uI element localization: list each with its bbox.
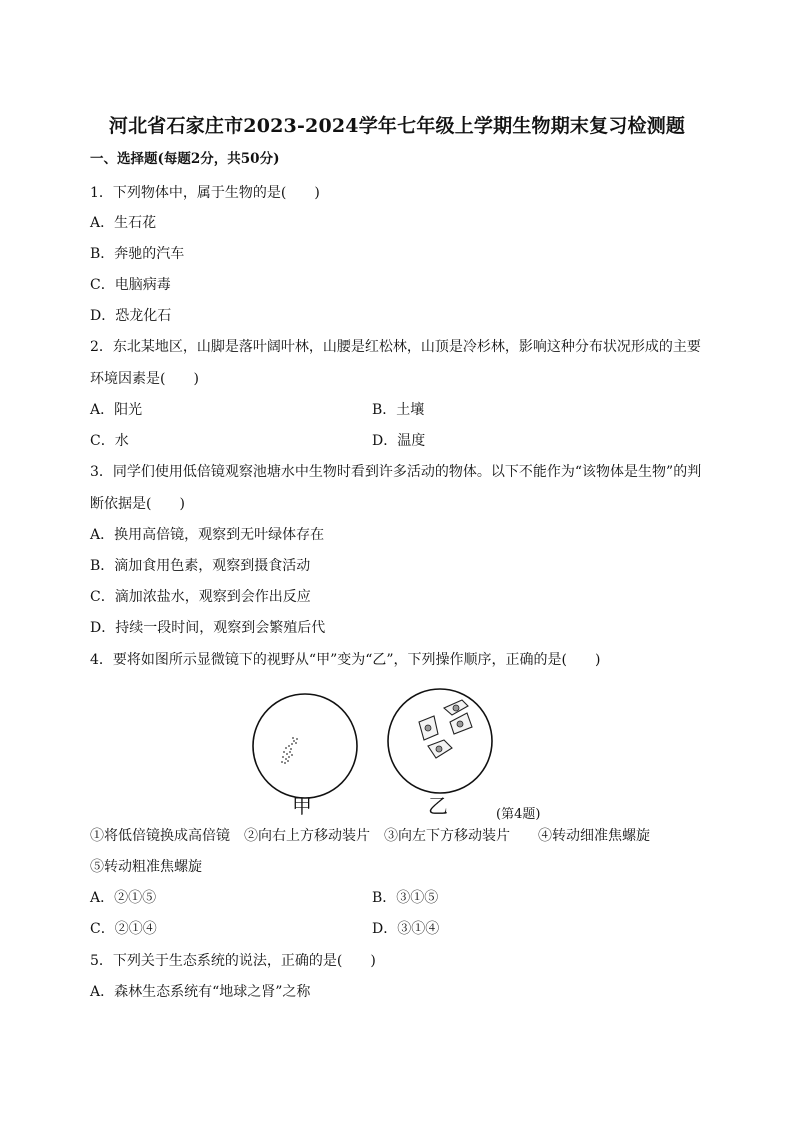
figure-label-b: 乙 bbox=[428, 794, 448, 818]
q1-option-a: A．生石花 bbox=[90, 215, 157, 231]
field-a-circle bbox=[253, 694, 357, 798]
figure-caption: (第4题) bbox=[496, 807, 541, 822]
q3-stem-line2: 断依据是( ) bbox=[90, 496, 185, 512]
q1-stem: 1．下列物体中，属于生物的是( ) bbox=[90, 185, 320, 201]
q2-stem-line2: 环境因素是( ) bbox=[90, 371, 199, 387]
q4-steps-line1: ①将低倍镜换成高倍镜 ②向右上方移动装片 ③向左下方移动装片 ④转动细准焦螺旋 bbox=[90, 828, 650, 844]
q4-option-d: D．③①④ bbox=[372, 921, 440, 937]
q4-option-c: C．②①④ bbox=[90, 921, 157, 937]
q2-option-a: A．阳光 bbox=[90, 402, 143, 418]
q3-option-b: B．滴加食用色素，观察到摄食活动 bbox=[90, 558, 311, 574]
q3-stem-line1: 3．同学们使用低倍镜观察池塘水中生物时看到许多活动的物体。以下不能作为“该物体是生物”的判 bbox=[90, 464, 702, 480]
section-heading: 一、选择题(每题2分，共50分) bbox=[90, 151, 280, 167]
q3-option-a: A．换用高倍镜，观察到无叶绿体存在 bbox=[90, 527, 325, 543]
field-a-specimen bbox=[281, 737, 298, 764]
q5-stem: 5．下列关于生态系统的说法，正确的是( ) bbox=[90, 953, 376, 969]
q2-stem-line1: 2．东北某地区，山脚是落叶阔叶林，山腰是红松林，山顶是冷杉林，影响这种分布状况形成的主要 bbox=[90, 339, 701, 355]
q2-option-b: B．土壤 bbox=[372, 402, 425, 418]
q4-option-b: B．③①⑤ bbox=[372, 890, 439, 906]
q1-option-d: D．恐龙化石 bbox=[90, 308, 172, 324]
q5-option-a: A．森林生态系统有“地球之肾”之称 bbox=[90, 984, 311, 1000]
q4-option-a: A．②①⑤ bbox=[90, 890, 157, 906]
q1-option-c: C．电脑病毒 bbox=[90, 277, 171, 293]
q4-steps-line2: ⑤转动粗准焦螺旋 bbox=[90, 859, 202, 875]
q2-option-d: D．温度 bbox=[372, 433, 426, 449]
q1-option-b: B．奔驰的汽车 bbox=[90, 246, 185, 262]
figure-label-a: 甲 bbox=[292, 794, 312, 818]
q2-option-c: C．水 bbox=[90, 433, 129, 449]
q3-option-c: C．滴加浓盐水，观察到会作出反应 bbox=[90, 589, 311, 605]
page-title: 河北省石家庄市2023-2024学年七年级上学期生物期末复习检测题 bbox=[108, 115, 686, 137]
q3-option-d: D．持续一段时间，观察到会繁殖后代 bbox=[90, 620, 326, 636]
q4-stem: 4．要将如图所示显微镜下的视野从“甲”变为“乙”，下列操作顺序，正确的是( ) bbox=[90, 652, 601, 668]
